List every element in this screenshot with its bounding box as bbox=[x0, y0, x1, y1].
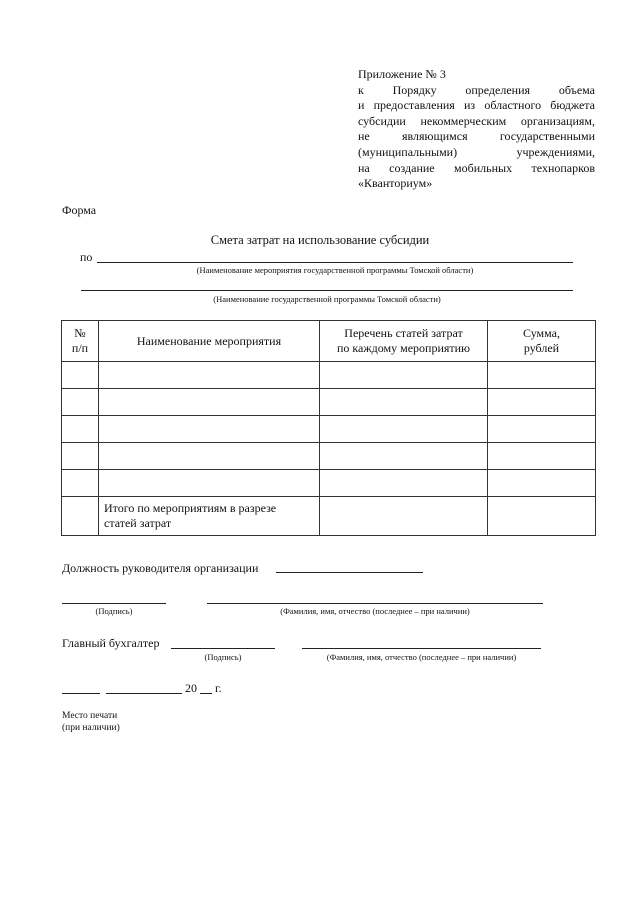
seal-label: Место печати bbox=[62, 711, 118, 721]
year-suffix: г. bbox=[215, 681, 222, 695]
year-prefix: 20 bbox=[185, 681, 197, 695]
header-number: № п/п bbox=[62, 321, 99, 362]
appendix-line: Приложение № 3 bbox=[358, 67, 446, 81]
cell-number[interactable] bbox=[62, 416, 99, 443]
program-name-line[interactable] bbox=[81, 290, 573, 291]
head-fio-caption: (Фамилия, имя, отчество (последнее – при наличии) bbox=[280, 606, 470, 616]
total-label: Итого по мероприятиям в разрезе статей затрат bbox=[99, 497, 320, 536]
head-signature-caption: (Подпись) bbox=[95, 606, 133, 616]
cell-cost-items[interactable] bbox=[320, 416, 488, 443]
appendix-block bbox=[358, 67, 595, 192]
table-header-row bbox=[62, 321, 596, 362]
appendix-line: (муниципальными) учреждениями, bbox=[358, 144, 595, 159]
cell-amount[interactable] bbox=[488, 389, 596, 416]
cell-amount[interactable] bbox=[488, 416, 596, 443]
appendix-line: «Кванториум» bbox=[358, 176, 433, 191]
event-name-line[interactable] bbox=[97, 262, 573, 263]
chief-accountant-label: Главный бухгалтер bbox=[62, 636, 160, 650]
cell-event[interactable] bbox=[99, 416, 320, 443]
cell-event[interactable] bbox=[99, 470, 320, 497]
head-fio-line[interactable] bbox=[207, 603, 543, 604]
accountant-signature-caption: (Подпись) bbox=[204, 652, 242, 662]
accountant-fio-caption: (Фамилия, имя, отчество (последнее – при наличии) bbox=[326, 652, 517, 662]
program-name-caption: (Наименование государственной программы Томской области) bbox=[213, 294, 441, 304]
table-row bbox=[62, 389, 596, 416]
event-name-caption: (Наименование мероприятия государственной программы Томской области) bbox=[196, 265, 474, 275]
head-position-label: Должность руководителя организации bbox=[62, 561, 259, 575]
accountant-signature-line[interactable] bbox=[171, 648, 275, 649]
cell-number[interactable] bbox=[62, 470, 99, 497]
appendix-line: к Порядку определения объема bbox=[358, 82, 595, 97]
cell-amount[interactable] bbox=[488, 362, 596, 389]
header-cost-items: Перечень статей затрат по каждому мероприятию bbox=[320, 321, 488, 362]
document-title: Смета затрат на использование субсидии bbox=[210, 233, 430, 247]
appendix-line: и предоставления из областного бюджета bbox=[358, 98, 595, 113]
po-label: по bbox=[80, 250, 93, 264]
date-month-line[interactable] bbox=[106, 693, 182, 694]
appendix-line: субсидии некоммерческим организациям, bbox=[358, 113, 595, 128]
form-label: Форма bbox=[62, 203, 97, 217]
cell-number[interactable] bbox=[62, 362, 99, 389]
cell-cost-items[interactable] bbox=[320, 362, 488, 389]
table-row bbox=[62, 443, 596, 470]
table-row bbox=[62, 470, 596, 497]
cell-event[interactable] bbox=[99, 443, 320, 470]
cell-cost-items[interactable] bbox=[320, 497, 488, 536]
accountant-fio-line[interactable] bbox=[302, 648, 541, 649]
cell-event[interactable] bbox=[99, 362, 320, 389]
head-position-line[interactable] bbox=[276, 572, 423, 573]
budget-table bbox=[61, 320, 596, 536]
header-amount: Сумма, рублей bbox=[488, 321, 596, 362]
cell-number[interactable] bbox=[62, 497, 99, 536]
cell-number[interactable] bbox=[62, 389, 99, 416]
header-event-name: Наименование мероприятия bbox=[99, 321, 320, 362]
appendix-line: не являющимся государственными bbox=[358, 129, 595, 144]
date-year-line[interactable] bbox=[200, 693, 212, 694]
cell-amount[interactable] bbox=[488, 497, 596, 536]
cell-cost-items[interactable] bbox=[320, 389, 488, 416]
cell-amount[interactable] bbox=[488, 443, 596, 470]
head-signature-line[interactable] bbox=[62, 603, 166, 604]
appendix-line: на создание мобильных технопарков bbox=[358, 160, 595, 175]
seal-note: (при наличии) bbox=[62, 723, 120, 733]
cell-cost-items[interactable] bbox=[320, 443, 488, 470]
cell-cost-items[interactable] bbox=[320, 470, 488, 497]
cell-event[interactable] bbox=[99, 389, 320, 416]
total-row bbox=[62, 497, 596, 536]
table-row bbox=[62, 362, 596, 389]
date-day-line[interactable] bbox=[62, 693, 100, 694]
table-row bbox=[62, 416, 596, 443]
cell-amount[interactable] bbox=[488, 470, 596, 497]
cell-number[interactable] bbox=[62, 443, 99, 470]
